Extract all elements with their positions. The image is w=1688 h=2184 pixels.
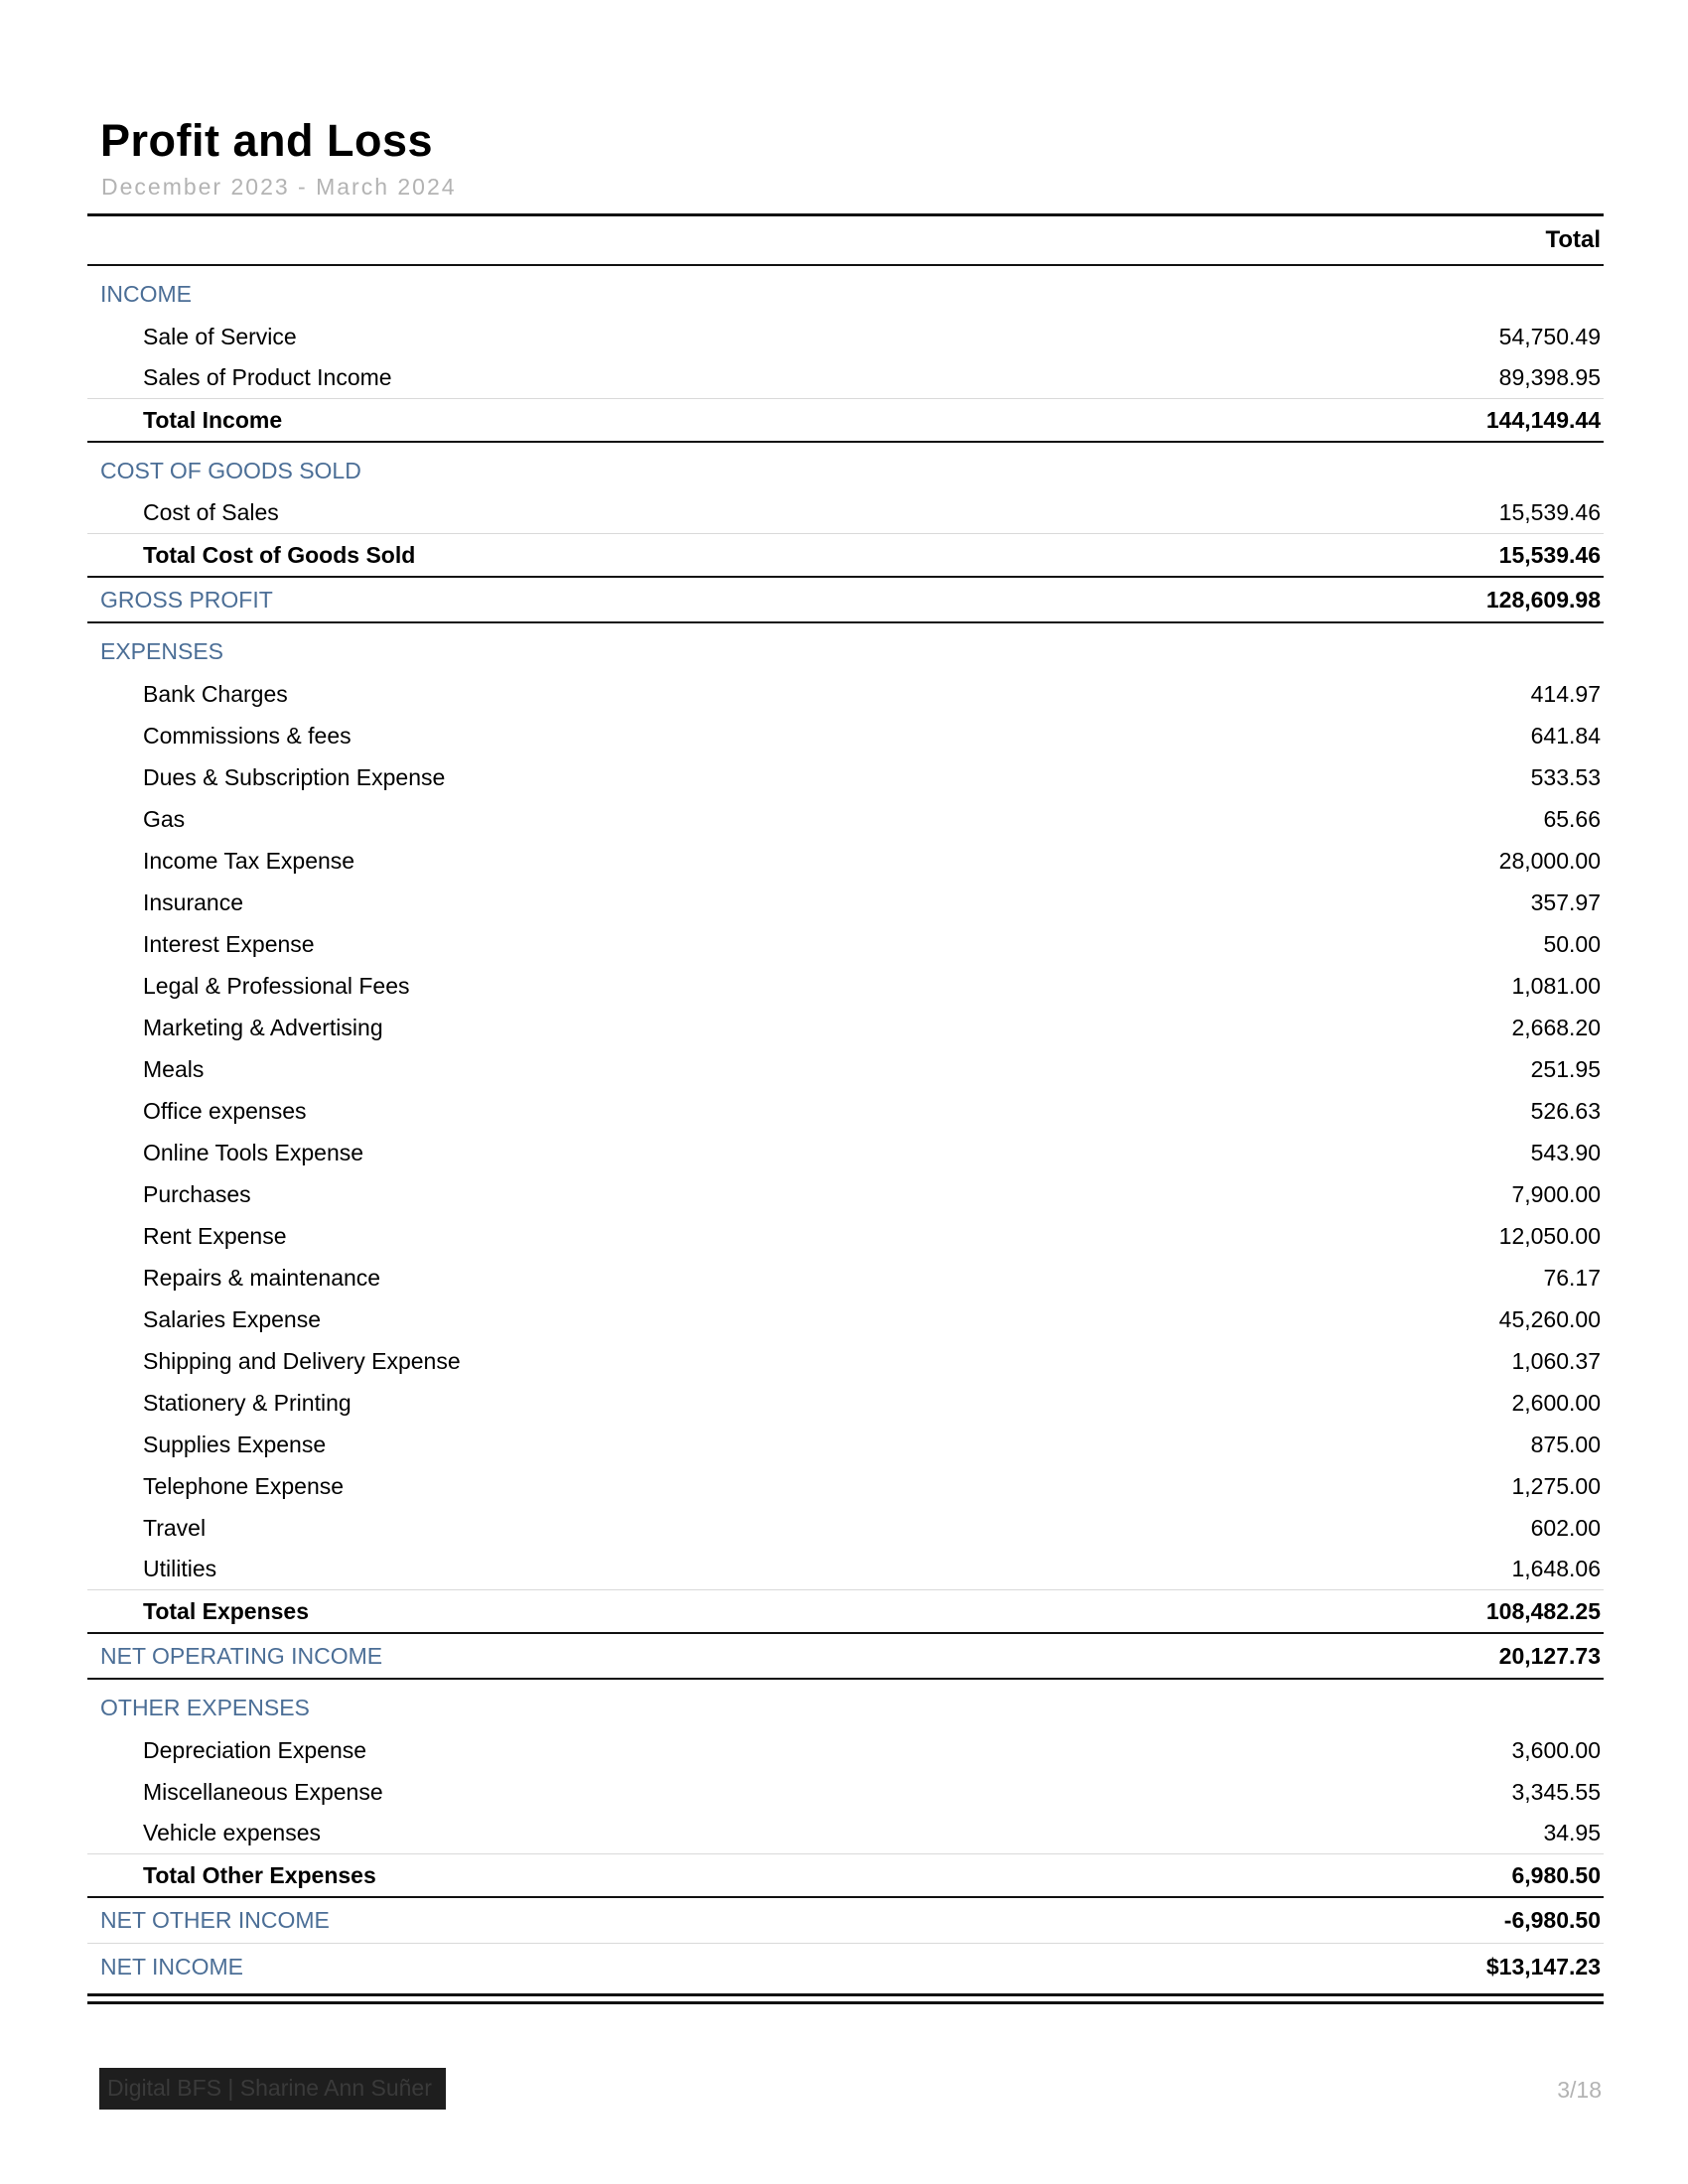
row-label: Purchases xyxy=(143,1180,251,1207)
section-header-row xyxy=(87,623,1604,673)
line-item-row xyxy=(87,1048,1604,1090)
line-item-row xyxy=(87,798,1604,840)
row-label: Commissions & fees xyxy=(143,722,352,749)
section-header-row xyxy=(87,266,1604,316)
line-item-row xyxy=(87,1298,1604,1340)
row-label: Vehicle expenses xyxy=(143,1820,322,1846)
row-label: Supplies Expense xyxy=(143,1431,327,1457)
section-header-row xyxy=(87,1680,1604,1729)
total-column-header: Total xyxy=(1545,226,1601,254)
row-value: 76.17 xyxy=(1543,1264,1601,1291)
line-item-row xyxy=(87,357,1604,399)
line-item-row xyxy=(87,1507,1604,1549)
row-label: Legal & Professional Fees xyxy=(143,972,410,999)
summary-row xyxy=(87,578,1604,623)
row-label: Salaries Expense xyxy=(143,1305,321,1332)
row-label: Bank Charges xyxy=(143,680,288,707)
row-label: OTHER EXPENSES xyxy=(100,1695,310,1721)
row-label: Telephone Expense xyxy=(143,1472,345,1499)
row-label: Online Tools Expense xyxy=(143,1139,364,1165)
row-label: EXPENSES xyxy=(100,638,223,665)
row-value: 414.97 xyxy=(1530,680,1601,707)
row-value: 15,539.46 xyxy=(1498,499,1601,526)
summary-row xyxy=(87,1944,1604,1989)
line-item-row xyxy=(87,840,1604,882)
row-label: Gas xyxy=(143,805,186,832)
line-item-row xyxy=(87,1257,1604,1298)
redacted-text: Digital BFS | Sharine Ann Suñer xyxy=(107,2075,432,2101)
summary-row xyxy=(87,1898,1604,1944)
line-item-row xyxy=(87,1771,1604,1813)
section-header-row xyxy=(87,443,1604,492)
row-value: -6,980.50 xyxy=(1503,1907,1601,1934)
row-value: 89,398.95 xyxy=(1498,364,1601,391)
line-item-row xyxy=(87,1007,1604,1048)
line-item-row xyxy=(87,756,1604,798)
line-item-row xyxy=(87,923,1604,965)
row-value: 543.90 xyxy=(1530,1139,1601,1165)
row-value: 1,081.00 xyxy=(1511,972,1601,999)
line-item-row xyxy=(87,1465,1604,1507)
row-value: 50.00 xyxy=(1543,930,1601,957)
row-value: 1,648.06 xyxy=(1511,1556,1601,1582)
row-label: Repairs & maintenance xyxy=(143,1264,381,1291)
row-value: 7,900.00 xyxy=(1511,1180,1601,1207)
row-label: NET INCOME xyxy=(100,1953,243,1979)
row-value: 6,980.50 xyxy=(1511,1861,1601,1888)
summary-row xyxy=(87,1634,1604,1680)
row-value: 45,260.00 xyxy=(1498,1305,1601,1332)
row-value: 526.63 xyxy=(1530,1097,1601,1124)
line-item-row xyxy=(87,1132,1604,1173)
row-label: Insurance xyxy=(143,888,244,915)
row-label: Utilities xyxy=(143,1556,217,1582)
report-rows xyxy=(87,266,1604,2004)
row-value: 1,275.00 xyxy=(1511,1472,1601,1499)
line-item-row xyxy=(87,492,1604,534)
total-row xyxy=(87,534,1604,578)
row-label: Cost of Sales xyxy=(143,499,279,526)
total-row xyxy=(87,399,1604,443)
row-label: Meals xyxy=(143,1055,205,1082)
total-row xyxy=(87,1590,1604,1634)
row-label: COST OF GOODS SOLD xyxy=(100,458,361,484)
line-item-row xyxy=(87,1340,1604,1382)
row-value: 641.84 xyxy=(1530,722,1601,749)
row-value: 28,000.00 xyxy=(1498,847,1601,874)
row-label: Marketing & Advertising xyxy=(143,1014,383,1040)
row-label: Depreciation Expense xyxy=(143,1736,367,1763)
row-value: 2,600.00 xyxy=(1511,1389,1601,1416)
line-item-row xyxy=(87,1215,1604,1257)
line-item-row xyxy=(87,965,1604,1007)
row-value: 357.97 xyxy=(1530,888,1601,915)
row-value: 54,750.49 xyxy=(1498,323,1601,349)
report-body xyxy=(87,0,1604,2004)
report-period: December 2023 - March 2024 xyxy=(101,174,457,201)
page-title: Profit and Loss xyxy=(100,115,434,166)
row-label: Income Tax Expense xyxy=(143,847,355,874)
line-item-row xyxy=(87,1090,1604,1132)
row-value: 533.53 xyxy=(1530,763,1601,790)
row-label: Rent Expense xyxy=(143,1222,287,1249)
row-label: NET OPERATING INCOME xyxy=(100,1642,383,1669)
row-label: Miscellaneous Expense xyxy=(143,1778,383,1805)
line-item-row xyxy=(87,715,1604,756)
row-value: 108,482.25 xyxy=(1485,1597,1601,1624)
row-label: Office expenses xyxy=(143,1097,307,1124)
row-label: Shipping and Delivery Expense xyxy=(143,1347,461,1374)
row-value: 602.00 xyxy=(1530,1514,1601,1541)
row-value: 34.95 xyxy=(1543,1820,1601,1846)
row-value: 20,127.73 xyxy=(1498,1642,1601,1669)
line-item-row xyxy=(87,1173,1604,1215)
line-item-row xyxy=(87,1729,1604,1771)
row-label: Total Expenses xyxy=(143,1597,310,1624)
row-label: Stationery & Printing xyxy=(143,1389,352,1416)
line-item-row xyxy=(87,1813,1604,1854)
row-label: GROSS PROFIT xyxy=(100,586,273,613)
row-value: 128,609.98 xyxy=(1485,586,1601,613)
line-item-row xyxy=(87,882,1604,923)
redacted-preparer-name xyxy=(99,2068,446,2110)
row-value: 2,668.20 xyxy=(1511,1014,1601,1040)
total-row xyxy=(87,1854,1604,1898)
row-label: Interest Expense xyxy=(143,930,315,957)
row-label: INCOME xyxy=(100,281,192,308)
line-item-row xyxy=(87,1549,1604,1590)
line-item-row xyxy=(87,673,1604,715)
row-value: 875.00 xyxy=(1530,1431,1601,1457)
row-value: 3,600.00 xyxy=(1511,1736,1601,1763)
row-value: $13,147.23 xyxy=(1485,1953,1601,1979)
row-label: Total Other Expenses xyxy=(143,1861,376,1888)
line-item-row xyxy=(87,1424,1604,1465)
row-label: NET OTHER INCOME xyxy=(100,1907,330,1934)
row-value: 65.66 xyxy=(1543,805,1601,832)
row-value: 12,050.00 xyxy=(1498,1222,1601,1249)
row-label: Total Income xyxy=(143,406,283,433)
row-label: Total Cost of Goods Sold xyxy=(143,541,416,568)
row-value: 251.95 xyxy=(1530,1055,1601,1082)
row-value: 1,060.37 xyxy=(1511,1347,1601,1374)
row-value: 144,149.44 xyxy=(1485,406,1601,433)
row-label: Sales of Product Income xyxy=(143,364,392,391)
row-label: Sale of Service xyxy=(143,323,297,349)
row-label: Dues & Subscription Expense xyxy=(143,763,446,790)
row-label: Travel xyxy=(143,1514,207,1541)
closing-double-rule xyxy=(87,1993,1604,2004)
table-column-header-row xyxy=(87,216,1604,266)
report-header xyxy=(87,0,1604,216)
line-item-row xyxy=(87,316,1604,357)
row-value: 3,345.55 xyxy=(1511,1778,1601,1805)
line-item-row xyxy=(87,1382,1604,1424)
row-value: 15,539.46 xyxy=(1498,541,1601,568)
page-indicator: 3/18 xyxy=(1557,2077,1602,2103)
